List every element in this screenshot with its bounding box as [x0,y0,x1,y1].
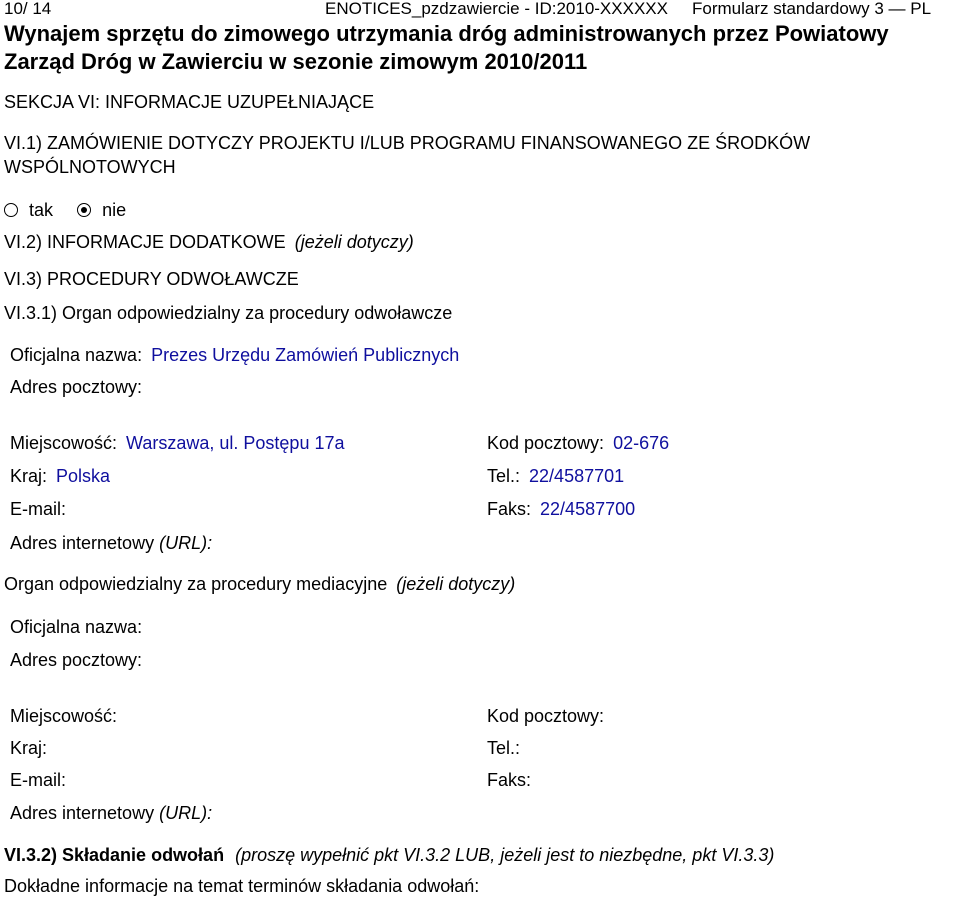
radio-yes-label: tak [29,200,54,220]
mediation-postal-code-label: Kod pocztowy: [487,706,605,726]
email-label: E-mail: [10,499,67,519]
page-number: 10/ 14 [4,0,52,18]
vi31-tel-row [487,466,624,487]
vi31-name-row [10,345,459,366]
mediation-url-suffix: (URL): [159,803,213,823]
vi2-heading: VI.2) INFORMACJE DODATKOWE [4,232,286,252]
vi1-heading-line-1: VI.1) ZAMÓWIENIE DOTYCZY PROJEKTU I/LUB PROGRAMU FINANSOWANEGO ZE ŚRODKÓW [4,133,811,153]
document-id: ENOTICES_pzdzawiercie - ID:2010-XXXXXX [325,0,668,18]
vi31-fax-row [487,499,635,520]
tel-label: Tel.: [487,466,521,486]
postal-code-label: Kod pocztowy: [487,433,605,453]
url-suffix: (URL): [159,533,213,553]
vi31-country-row [10,466,110,487]
notice-title-line-1: Wynajem sprzętu do zimowego utrzymania dróg administrowanych przez Powiatowy [4,21,889,46]
vi1-options [4,200,126,221]
postal-code-value: 02-676 [613,433,670,453]
mediation-city-label: Miejscowość: [10,706,118,726]
postal-address-label: Adres pocztowy: [10,377,143,397]
mediation-postal-address-label: Adres pocztowy: [10,650,143,670]
vi1-heading-line-2: WSPÓLNOTOWYCH [4,157,176,177]
city-label: Miejscowość: [10,433,118,453]
mediation-tel-label: Tel.: [487,738,521,758]
country-label: Kraj: [10,466,48,486]
vi31-url-row [10,533,212,554]
vi2-heading-row [4,232,414,253]
vi3-heading: VI.3) PROCEDURY ODWOŁAWCZE [4,269,299,289]
vi32-heading: VI.3.2) Składanie odwołań [4,845,225,865]
tel-value: 22/4587701 [529,466,625,486]
mediation-fax-label: Faks: [487,770,532,790]
mediation-url-label: Adres internetowy [10,803,155,823]
fax-value: 22/4587700 [540,499,636,519]
city-value: Warszawa, ul. Postępu 17a [126,433,345,453]
mediation-heading: Organ odpowiedzialny za procedury mediacyjne [4,574,388,594]
url-label: Adres internetowy [10,533,155,553]
form-name: Formularz standardowy 3 — PL [692,0,932,18]
notice-title-line-2: Zarząd Dróg w Zawierciu w sezonie zimowym 2010/2011 [4,49,588,74]
vi32-heading-row [4,845,774,866]
vi2-note: (jeżeli dotyczy) [294,232,414,252]
mediation-note: (jeżeli dotyczy) [396,574,516,594]
vi32-note: (proszę wypełnić pkt VI.3.2 LUB, jeżeli jest to niezbędne, pkt VI.3.3) [235,845,775,865]
vi31-postal-row [487,433,669,454]
section-heading: SEKCJA VI: INFORMACJE UZUPEŁNIAJĄCE [4,92,375,112]
official-name-value: Prezes Urzędu Zamówień Publicznych [151,345,460,365]
radio-no-label: nie [102,200,127,220]
mediation-country-label: Kraj: [10,738,48,758]
mediation-heading-row [4,574,515,595]
radio-yes[interactable] [4,203,18,217]
vi31-heading: VI.3.1) Organ odpowiedzialny za procedury odwoławcze [4,303,453,323]
mediation-official-name-label: Oficjalna nazwa: [10,617,143,637]
radio-no[interactable] [77,203,91,217]
vi31-city-row [10,433,345,454]
mediation-email-label: E-mail: [10,770,67,790]
vi32-details-label: Dokładne informacje na temat terminów składania odwołań: [4,876,480,896]
country-value: Polska [56,466,111,486]
official-name-label: Oficjalna nazwa: [10,345,143,365]
fax-label: Faks: [487,499,532,519]
mediation-url-row [10,803,212,824]
